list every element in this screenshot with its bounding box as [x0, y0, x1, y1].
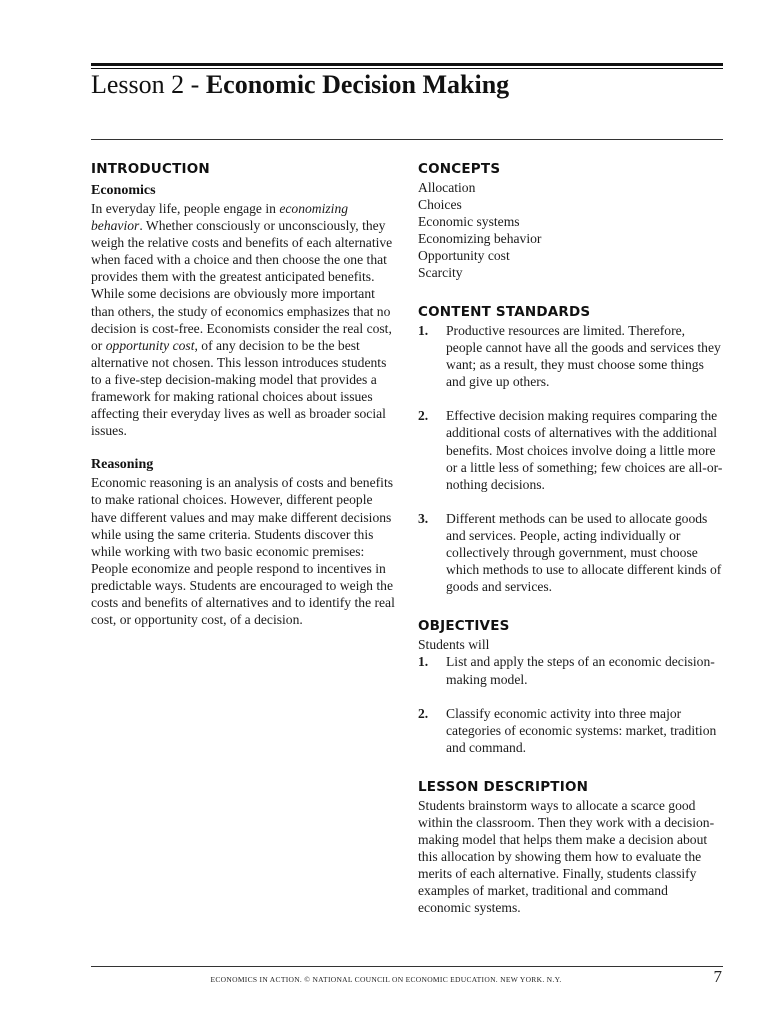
concept-item: Allocation: [418, 180, 476, 195]
objective-item-number: 1.: [418, 654, 429, 670]
objective-item-number: 2.: [418, 705, 429, 721]
lesson-prefix: Lesson 2 -: [91, 70, 206, 99]
objective-item-text: Classify economic activity into three major categories of economic systems: market, tradition and command.: [446, 705, 717, 755]
lesson-title: [91, 70, 509, 100]
economics-paragraph-term: opportunity cost: [105, 337, 195, 353]
content-standard-item-text: Productive resources are limited. Therefore, people cannot have all the goods and services they want; as a result, they must choose some things and give up others.: [446, 323, 721, 390]
footer-rule: [91, 966, 723, 967]
header-rule-thick: [91, 63, 723, 66]
objective-item: [418, 705, 723, 756]
right-column: [418, 160, 723, 917]
economics-paragraph: [91, 200, 397, 439]
concepts-heading: CONCEPTS: [418, 161, 501, 177]
concepts-list: [418, 179, 723, 281]
lesson-description-paragraph: Students brainstorm ways to allocate a scarce good within the classroom. Then they work with a decision-making model that helps them make a decision about this allocation by showing them how to evaluate the merits of each alternative. Finally, students classify examples of market, traditional and command economic systems.: [418, 797, 715, 916]
economics-paragraph-text: , of any decision to be the best alternative not chosen. This lesson introduces students to a five-step decision-making model that provides a framework for making rational choices about issues affecting their everyday lives as well as broader social issues.: [91, 337, 387, 439]
economics-paragraph-text: In everyday life, people engage in: [91, 201, 280, 216]
concept-item: Economic systems: [418, 214, 520, 229]
content-standard-item-number: 3.: [418, 510, 429, 526]
objective-item-text: List and apply the steps of an economic decision-making model.: [446, 654, 715, 687]
introduction-heading: INTRODUCTION: [91, 161, 210, 177]
economics-subheading: Economics: [91, 183, 156, 198]
objectives-list: [418, 653, 723, 755]
lesson-description-heading: LESSON DESCRIPTION: [418, 778, 589, 795]
content-standard-item-number: 1.: [418, 323, 429, 338]
reasoning-paragraph: Economic reasoning is an analysis of costs and benefits to make rational choices. However, different people have different values and may make different decisions while using the same criteria. Students discover this while working with two basic economic premises: People economize and people respond to incentives in predictable ways. Students are encouraged to weigh the costs and benefits of alternatives and to identify the real cost, or opportunity cost, of a decision.: [91, 475, 395, 628]
content-standard-item-text: Effective decision making requires comparing the additional costs of alternatives with the additional benefits. Most choices involve doing a little more or a little less of something; few choices are all-or-nothing decisions.: [446, 408, 723, 492]
footer-copyright: ECONOMICS IN ACTION. © NATIONAL COUNCIL ON ECONOMIC EDUCATION. NEW YORK. N.Y.: [210, 975, 562, 984]
left-column: [91, 160, 397, 628]
title-divider: [91, 139, 723, 140]
economics-paragraph-term: economizing behavior: [91, 201, 349, 234]
content-standards-list: [418, 322, 723, 595]
concept-item: Economizing behavior: [418, 231, 542, 246]
lesson-title-text: Economic Decision Making: [205, 70, 510, 99]
concept-item: Scarcity: [418, 265, 463, 280]
objective-item: [418, 653, 723, 687]
content-standard-item-number: 2.: [418, 408, 429, 424]
objectives-intro: Students will: [418, 637, 490, 653]
content-standard-item: [418, 510, 723, 595]
concept-item: Choices: [418, 197, 462, 212]
content-standard-item: [418, 407, 723, 492]
page-number: 7: [713, 967, 722, 986]
economics-paragraph-text: . Whether consciously or unconsciously, they weigh the relative costs and benefits of each alternative when faced with a choice and then choose the one that provides them with the greatest anticipated benefits. While some decisions are obviously more important than others, the study of economics emphasizes that no decision is cost-free. Economists consider the real cost, or: [91, 218, 393, 353]
content-standard-item: [418, 322, 723, 390]
content-standard-item-text: Different methods can be used to allocate goods and services. People, acting individually or collectively through government, must choose which methods to use to allocate different kinds of goods and services.: [446, 510, 722, 595]
objectives-heading: OBJECTIVES: [418, 618, 510, 635]
header-rule-thin: [91, 68, 723, 69]
content-standards-heading: CONTENT STANDARDS: [418, 304, 591, 320]
concept-item: Opportunity cost: [418, 248, 510, 263]
reasoning-subheading: Reasoning: [91, 457, 154, 473]
